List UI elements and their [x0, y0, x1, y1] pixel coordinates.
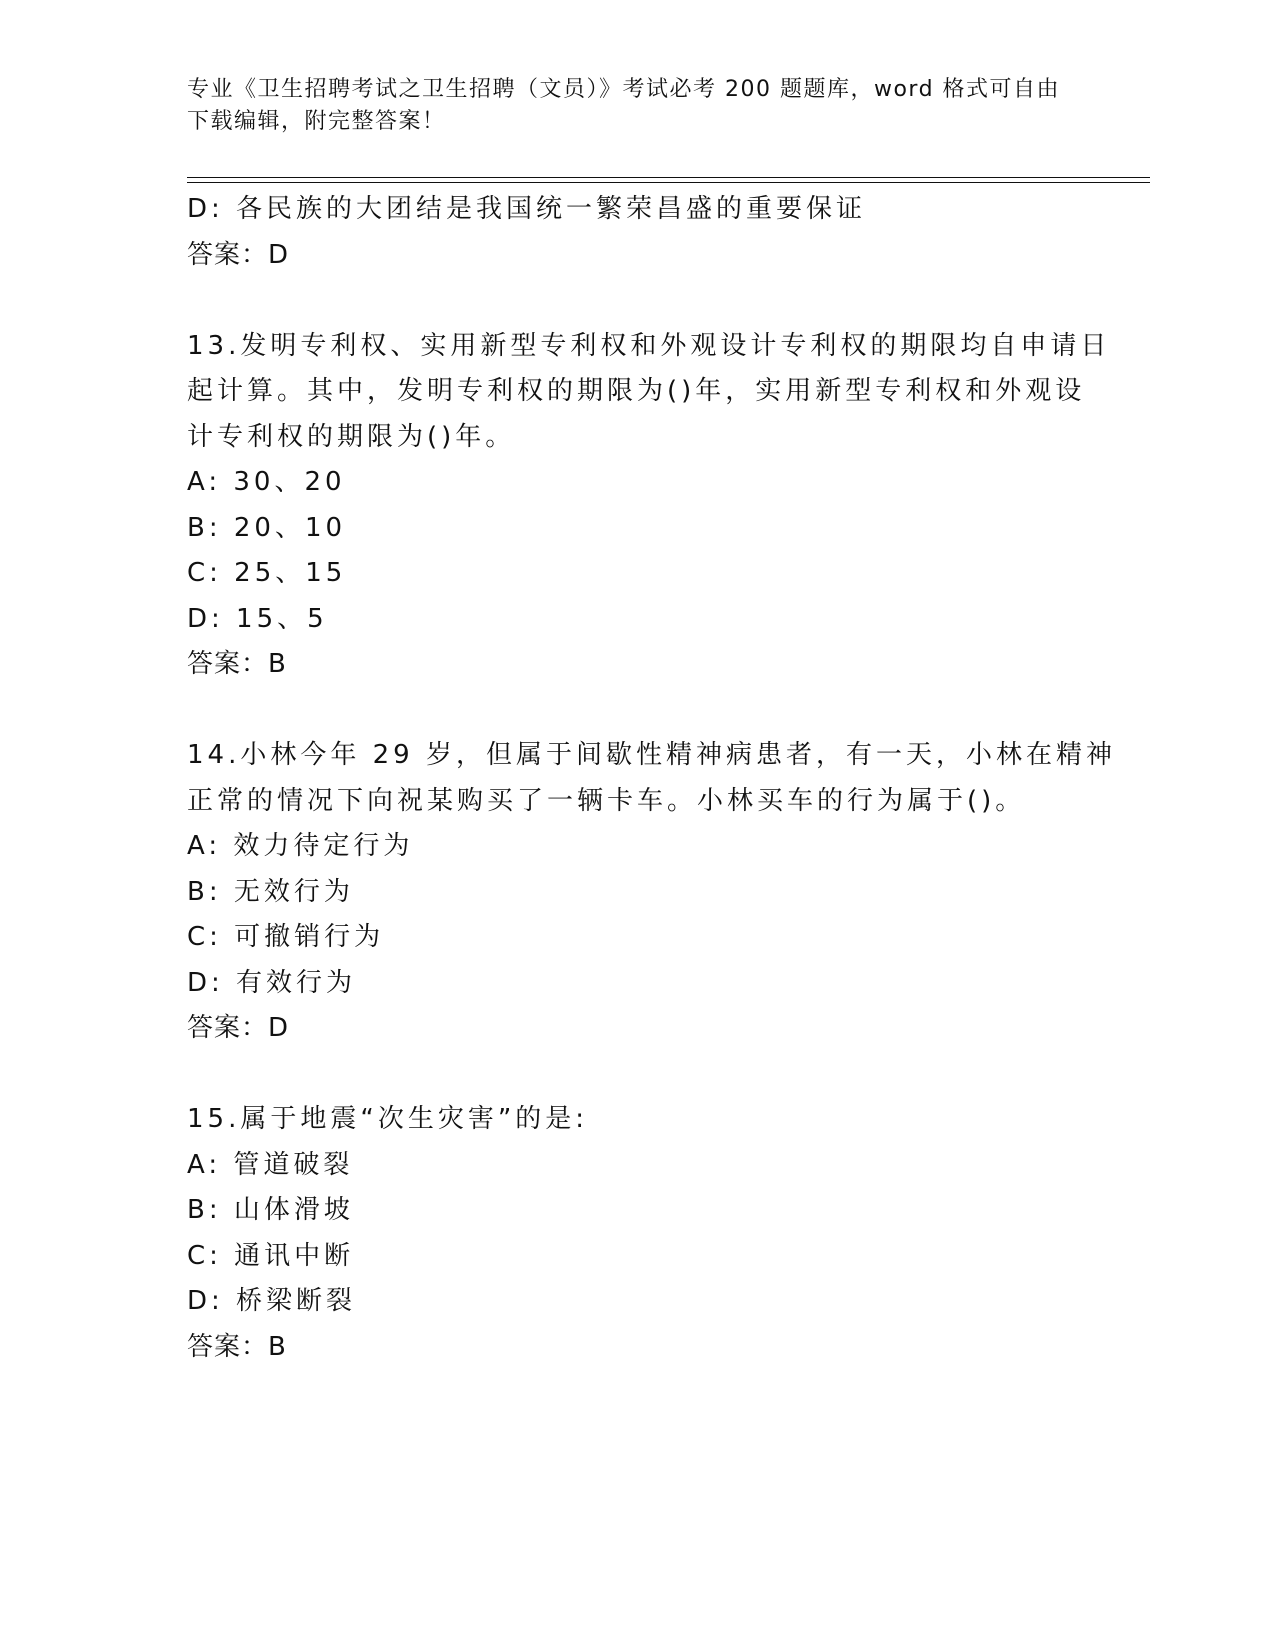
option-a: A: 效力待定行为 — [187, 831, 414, 861]
question-stem: 13.发明专利权、实用新型专利权和外观设计专利权的期限均自申请日 — [187, 330, 1111, 361]
question-stem: 起计算。其中，发明专利权的期限为()年，实用新型专利权和外观设 — [187, 376, 1086, 406]
question-stem: 计专利权的期限为()年。 — [187, 421, 516, 452]
header-divider-top — [187, 177, 1150, 178]
option-a: A: 管道破裂 — [187, 1149, 354, 1180]
question-14 — [187, 733, 1116, 1052]
question-15 — [187, 1097, 1087, 1370]
question-stem: 正常的情况下向祝某购买了一辆卡车。小林买车的行为属于()。 — [187, 785, 1026, 816]
option-c: C: 25、15 — [187, 558, 347, 588]
answer-line: 答案：B — [187, 1331, 287, 1362]
option-c: C: 可撤销行为 — [187, 922, 385, 952]
question-13 — [187, 324, 1111, 688]
option-d: D: 桥梁断裂 — [187, 1286, 357, 1316]
option-b: B: 无效行为 — [187, 876, 354, 907]
question-stem: 14.小林今年 29 岁，但属于间歇性精神病患者，有一天，小林在精神 — [187, 740, 1116, 770]
option-a: A: 30、20 — [187, 467, 346, 497]
document-intro: 专业《卫生招聘考试之卫生招聘（文员）》考试必考 200 题题库，word 格式可自由下载编辑，附完整答案！ — [187, 77, 1061, 134]
option-d: D: 各民族的大团结是我国统一繁荣昌盛的重要保证 — [187, 194, 867, 224]
answer-line: 答案：D — [187, 1013, 290, 1043]
question-list — [187, 187, 1116, 1370]
option-b: B: 20、10 — [187, 512, 347, 543]
option-d: D: 15、5 — [187, 603, 328, 634]
option-b: B: 山体滑坡 — [187, 1195, 354, 1225]
option-d: D: 有效行为 — [187, 967, 357, 998]
header-divider-bottom — [187, 182, 1150, 183]
question-stem: 15.属于地震“次生灾害”的是: — [187, 1104, 589, 1134]
option-c: C: 通讯中断 — [187, 1240, 355, 1271]
answer-line: 答案：B — [187, 649, 287, 679]
answer-line: 答案：D — [187, 239, 290, 270]
